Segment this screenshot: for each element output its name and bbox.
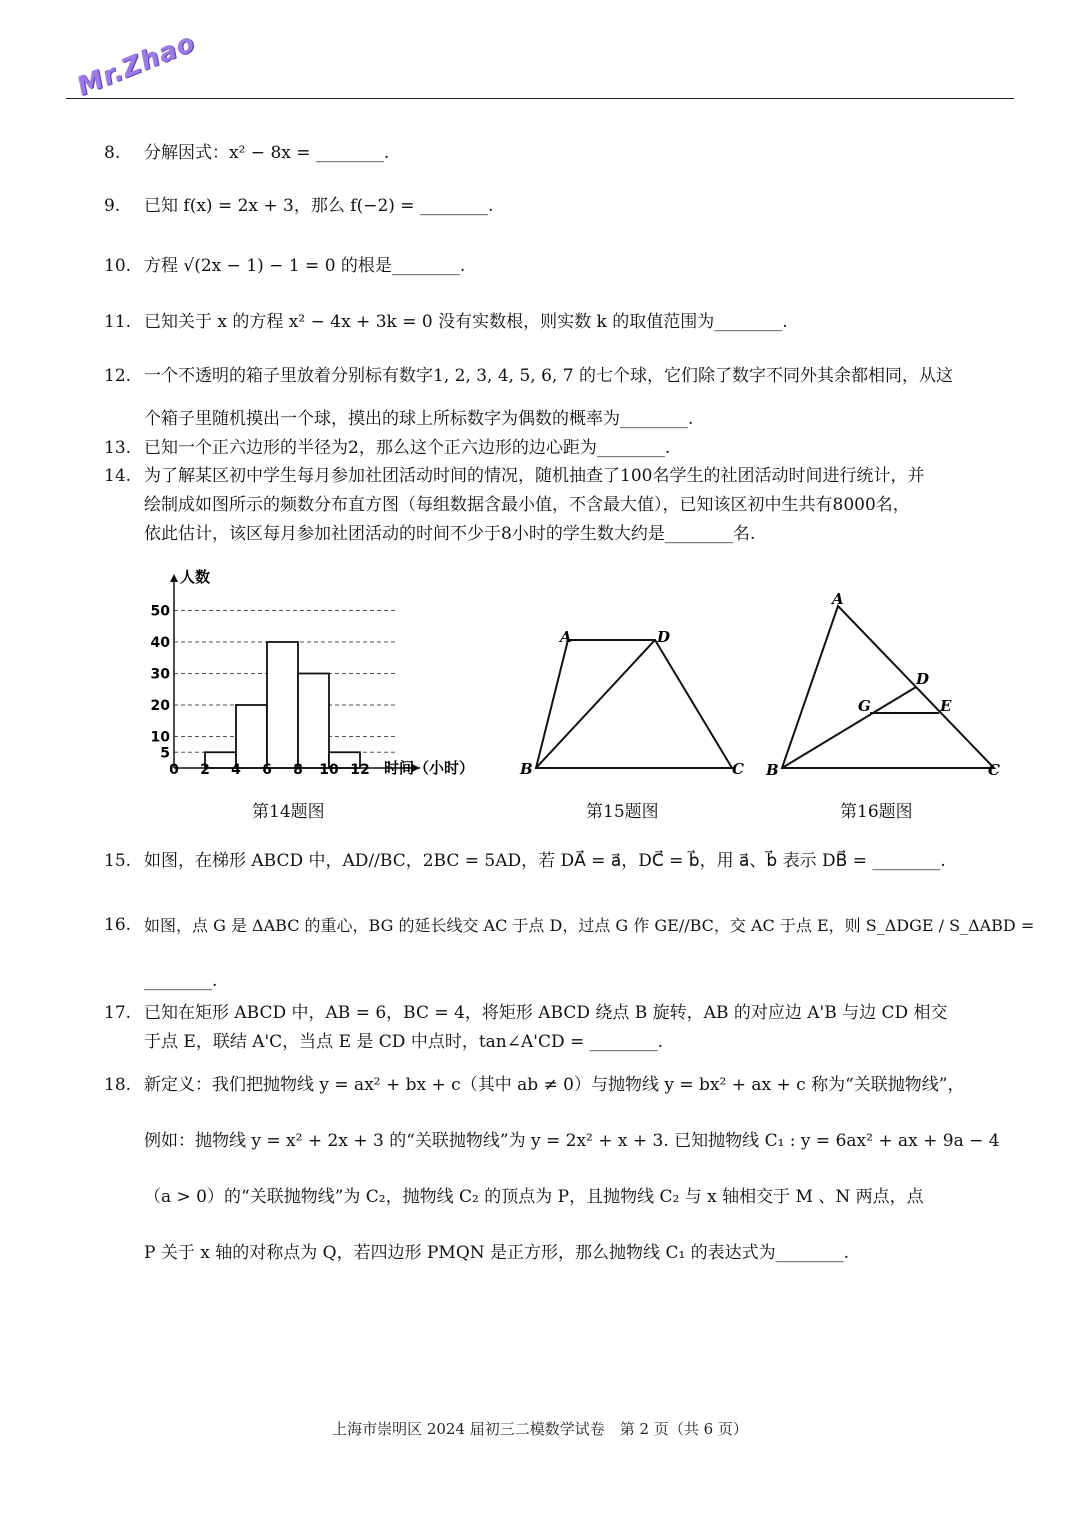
label-e: E [940, 697, 952, 715]
y-tick-label: 10 [150, 729, 170, 746]
trapezoid-figure-15 [510, 620, 750, 788]
question-number: 14. [104, 466, 132, 486]
label-g: G [858, 697, 871, 715]
figure-15-caption: 第15题图 [586, 802, 659, 822]
question-number: 18. [104, 1075, 132, 1095]
figure-14-caption: 第14题图 [252, 802, 325, 822]
question-text-line: 依此估计，该区每月参加社团活动的时间不少于8小时的学生数大约是________名. [144, 524, 756, 544]
question-number: 10. [104, 256, 132, 276]
histogram-bar [267, 642, 298, 768]
label-a: A [560, 628, 572, 646]
question-text-line: 新定义：我们把抛物线 y = ax² + bx + c（其中 ab ≠ 0）与抛物线 y = bx² + ax + c 称为“关联抛物线”， [144, 1075, 965, 1095]
label-c: C [988, 761, 1000, 779]
question-text-line: 如图，点 G 是 ΔABC 的重心，BG 的延长线交 AC 于点 D，过点 G 作 GE//BC，交 AC 于点 E，则 S_ΔDGE / S_ΔABD = [144, 916, 1035, 935]
y-tick-label: 50 [150, 603, 170, 620]
label-c: C [732, 760, 744, 778]
triangle-figure-16 [762, 588, 1012, 788]
question-text-line: （a > 0）的“关联抛物线”为 C₂，抛物线 C₂ 的顶点为 P，且抛物线 C₂ 与 x 轴相交于 M 、N 两点，点 [144, 1187, 924, 1207]
x-tick-label: 4 [231, 762, 241, 778]
triangle-abc [782, 606, 994, 768]
y-tick-label: 20 [150, 698, 170, 714]
question-number: 11. [104, 312, 132, 332]
header-rule [66, 98, 1014, 99]
figure-16-caption: 第16题图 [840, 802, 913, 822]
question-number: 16. [104, 915, 132, 935]
trapezoid-abcd [536, 640, 732, 768]
diagonal-db [536, 640, 655, 768]
question-number: 13. [104, 438, 132, 458]
question-number: 12. [104, 366, 132, 386]
watermark-logo: Mr.Zhao [72, 27, 200, 103]
question-number: 17. [104, 1003, 132, 1023]
histogram-figure-14 [140, 562, 500, 786]
label-b: B [766, 761, 779, 779]
x-tick-label: 6 [262, 762, 272, 778]
question-text: 已知一个正六边形的半径为2，那么这个正六边形的边心距为________. [144, 438, 671, 458]
question-text-line: 绘制成如图所示的频数分布直方图（每组数据含最小值，不含最大值），已知该区初中生共有8000名， [144, 495, 910, 515]
question-number: 8. [104, 143, 121, 163]
histogram-bar [236, 705, 267, 768]
x-tick-label: 12 [350, 762, 370, 778]
question-text-line: 例如：抛物线 y = x² + 2x + 3 的“关联抛物线”为 y = 2x² + x + 3. 已知抛物线 C₁ : y = 6ax² + ax + 9a − 4 [144, 1131, 1000, 1151]
y-axis-label: 人数 [180, 568, 211, 586]
label-d: D [657, 628, 671, 646]
y-tick-label: 5 [160, 745, 170, 762]
label-a: A [832, 590, 844, 608]
question-number: 15. [104, 851, 132, 871]
label-b: B [520, 760, 533, 778]
x-axis-label: 时间（小时） [384, 759, 475, 777]
segment-bd [782, 687, 916, 768]
y-axis-arrow [170, 574, 178, 582]
question-text-line: 已知在矩形 ABCD 中，AB = 6，BC = 4，将矩形 ABCD 绕点 B 旋转，AB 的对应边 A'B 与边 CD 相交 [144, 1003, 948, 1023]
question-text: 已知 f(x) = 2x + 3，那么 f(−2) = ________. [144, 196, 494, 216]
question-text-line: P 关于 x 轴的对称点为 Q，若四边形 PMQN 是正方形，那么抛物线 C₁ 的表达式为________. [144, 1243, 850, 1263]
question-text: 如图，在梯形 ABCD 中，AD//BC，2BC = 5AD，若 DA⃗ = a⃗，DC⃗ = b⃗，用 a⃗、b⃗ 表示 DB⃗ = ________. [144, 851, 946, 871]
question-text-line: 为了解某区初中学生每月参加社团活动时间的情况，随机抽查了100名学生的社团活动时间进行统计，并 [144, 466, 925, 486]
x-tick-label: 8 [293, 762, 303, 778]
label-d: D [916, 670, 930, 688]
x-tick-label: 0 [169, 762, 179, 778]
question-text-line: 于点 E，联结 A'C，当点 E 是 CD 中点时，tan∠A'CD = ________. [144, 1032, 664, 1052]
question-text: 方程 √(2x − 1) − 1 = 0 的根是________. [144, 256, 466, 276]
page-footer: 上海市崇明区 2024 届初三二模数学试卷 第 2 页（共 6 页） [332, 1420, 748, 1438]
y-tick-label: 30 [150, 666, 170, 683]
question-text-line: 个箱子里随机摸出一个球，摸出的球上所标数字为偶数的概率为________. [144, 409, 694, 429]
question-number: 9. [104, 196, 121, 216]
question-text-line: 一个不透明的箱子里放着分别标有数字1, 2, 3, 4, 5, 6, 7 的七个球，它们除了数字不同外其余都相同，从这 [144, 366, 953, 386]
x-tick-label: 10 [319, 762, 339, 778]
x-tick-label: 2 [200, 762, 210, 778]
question-text: 已知关于 x 的方程 x² − 4x + 3k = 0 没有实数根，则实数 k 的取值范围为________. [144, 312, 788, 332]
y-tick-label: 40 [150, 635, 170, 651]
question-text: 分解因式：x² − 8x = ________. [144, 143, 390, 163]
histogram-bar [298, 674, 329, 769]
question-text-line: ________. [144, 971, 218, 991]
